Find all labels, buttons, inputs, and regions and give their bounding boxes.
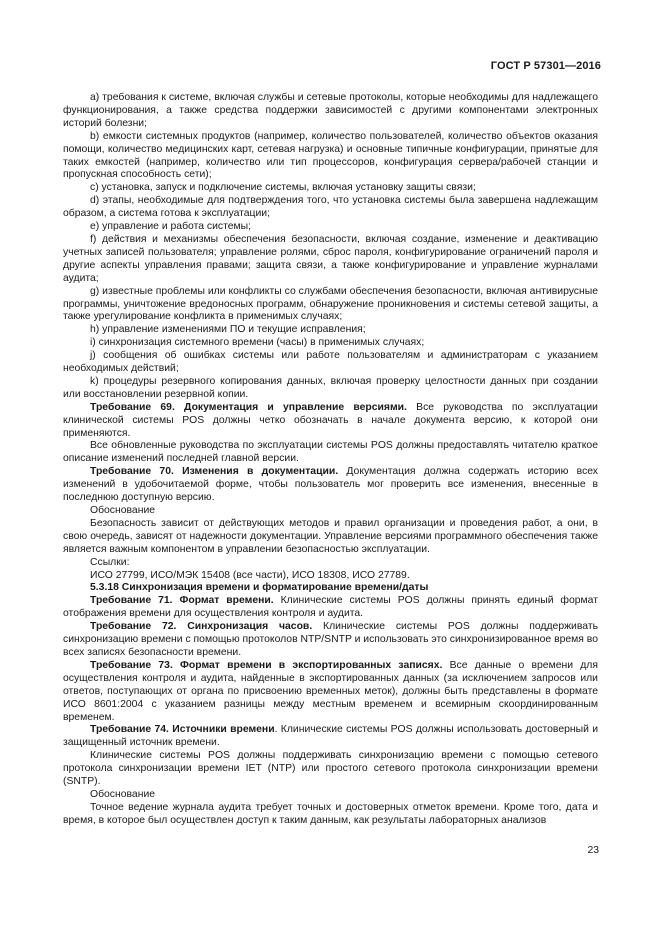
requirement-71-text: Клинические системы POS должны принять единый формат отображения времени для осуществления контроля и аудита.	[63, 595, 598, 620]
requirement-74	[63, 724, 598, 750]
page-number: 23	[587, 845, 599, 856]
list-item-b: b) емкости системных продуктов (например, количество пользователей, количество объектов оказания помощи, количество медицинских карт, сетевая нагрузка) и основные типичные конфигурации, принятые для таких емкостей (например, количество или тип процессоров, конфигурация сервера/рабочей станции и пропускная способность сети);	[63, 130, 598, 181]
requirement-69	[63, 402, 598, 441]
list-item-i: i) синхронизация системного времени (часы) в применимых случаях;	[90, 337, 425, 349]
requirement-73-text: Все данные о времени для осуществления контроля и аудита, найденные в экспортированных данных (за исключением запросов или ответов, поступающих от органа по присвоению временных меток), должны быть представлены в формате ИСО 8601:2004 с указанием разницы между местным временем и всемирным скоординированным временем.	[63, 659, 598, 723]
page-body	[63, 92, 598, 828]
list-item-k: k) процедуры резервного копирования данных, включая проверку целостности данных при создании или восстановлении резервной копии.	[63, 375, 598, 400]
references-label: Ссылки:	[90, 556, 130, 568]
requirement-70-text: Документация должна содержать историю всех изменений в удобочитаемой форме, чтобы пользователь мог проверить все изменения, внесенные в последнюю доступную версию.	[63, 466, 599, 504]
list-item-e: e) управление и работа системы;	[90, 221, 252, 233]
requirement-74-extra: Клинические системы POS должны поддерживать синхронизацию времени с помощью сетевого протокола синхронизации времени IET (NTP) или простого сетевого протокола синхронизации времени (SNTP).	[63, 750, 598, 788]
requirement-69-text: Все руководства по эксплуатации клинической системы POS должны четко обозначать в начале документа версию, к которой они применяются.	[63, 401, 598, 439]
requirement-72-text: Клинические системы POS должны поддерживать синхронизацию времени с помощью протоколов NTP/SNTP и использовать это синхронизированное время во всех записях безопасности времени.	[63, 621, 598, 658]
list-item-a: a) требования к системе, включая службы и сетевые протоколы, которые необходимы для надлежащего функционирования, а также средства поддержки зависимостей с другими компонентами электронных историй болезни;	[63, 92, 598, 129]
requirement-70-title: Требование 70. Изменения в документации.	[90, 466, 339, 478]
requirement-71	[63, 595, 598, 621]
list-item-c: c) установка, запуск и подключение системы, включая установку защиты связи;	[90, 182, 476, 194]
requirement-72	[63, 621, 598, 660]
rationale-text-1: Безопасность зависит от действующих методов и правил организации и проведения работ, а они, в свою очередь, зависят от надежности документации. Управление версиями программного обеспечения также является важным компонентом в управлении безопасностью эксплуатации.	[63, 517, 598, 555]
list-item-g: g) известные проблемы или конфликты со службами обеспечения безопасности, включая антивирусные программы, уничтожение вредоносных программ, обнаружение проникновения и системы сетевой защиты, а также урегулирование конфликта в применимых случаях;	[63, 285, 598, 323]
requirement-69-title: Требование 69. Документация и управление версиями.	[90, 401, 407, 413]
rationale-label-2: Обоснование	[90, 788, 156, 800]
rationale-text-2: Точное ведение журнала аудита требует точных и достоверных отметок времени. Кроме того, дата и время, в которое был осуществлен доступ к таким данным, как результаты лабораторных анализов	[63, 801, 598, 826]
references-text: ИСО 27799, ИСО/МЭК 15408 (все части), ИСО 18308, ИСО 27789.	[90, 569, 410, 581]
requirement-71-title: Требование 71. Формат времени.	[90, 595, 274, 607]
requirement-72-title: Требование 72. Синхронизация часов.	[90, 621, 313, 633]
requirement-74-title: Требование 74. Источники времени	[90, 724, 275, 736]
rationale-label-1: Обоснование	[90, 505, 156, 516]
list-item-f: f) действия и механизмы обеспечения безопасности, включая создание, изменение и деактивацию учетных записей пользователя; управление ролями, сброс пароля, конфигурирование ограничений пароля и другие аспекты управления правами; защита связи, а также конфигурирование и управление журналами аудита;	[63, 233, 598, 284]
list-item-j: j) сообщения об ошибках системы или работе пользователям и администраторам с указанием необходимых действий;	[63, 350, 598, 375]
list-item-d: d) этапы, необходимые для подтверждения того, что установка системы была завершена надлежащим образом, а система готова к эксплуатации;	[63, 195, 598, 220]
requirement-70	[63, 466, 598, 505]
document-code: ГОСТ Р 57301—2016	[490, 60, 601, 72]
requirement-74-text: . Клинические системы POS должны использовать достоверный и защищенный источник времени.	[63, 724, 599, 749]
section-heading: 5.3.18 Синхронизация времени и форматирование времени/даты	[90, 582, 429, 594]
requirement-73	[63, 660, 598, 725]
requirement-73-title: Требование 73. Формат времени в экспортированных записях.	[90, 659, 443, 671]
list-item-h: h) управление изменениями ПО и текущие исправления;	[90, 324, 366, 336]
requirement-69-extra: Все обновленные руководства по эксплуатации системы POS должны предоставлять читателю краткое описание изменений последней главной версии.	[63, 440, 598, 465]
